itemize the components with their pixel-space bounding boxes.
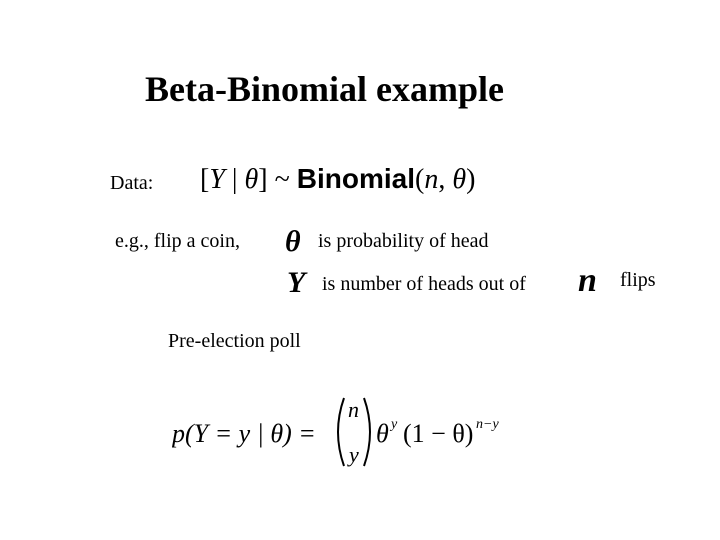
y-symbol: Y <box>287 266 306 299</box>
arg-theta: θ <box>452 164 467 195</box>
arg-n: n <box>424 164 439 195</box>
formula-bracket-close: ] <box>258 164 268 195</box>
pmf-formula <box>172 392 512 472</box>
n-symbol: n <box>578 262 597 299</box>
example-label: e.g., flip a coin, <box>115 230 240 252</box>
args-open: ( <box>415 164 425 195</box>
arg-sep: , <box>438 164 453 195</box>
slide-title: Beta-Binomial example <box>145 69 504 109</box>
flips-text: flips <box>620 269 656 291</box>
theta-symbol: θ <box>285 225 301 258</box>
pmf-lhs: p(Y = y | θ) = <box>172 419 316 448</box>
pmf-factor: (1 − θ) <box>403 419 474 448</box>
binom-top: n <box>348 397 359 422</box>
binom-paren-left <box>338 398 344 466</box>
y-description: is number of heads out of <box>322 273 526 295</box>
formula-theta: θ <box>244 164 259 195</box>
distribution-name: Binomial <box>296 163 415 194</box>
pmf-factor-exp: n−y <box>476 417 499 432</box>
pmf-theta-exp: y <box>391 417 398 432</box>
distribution-formula <box>200 163 475 196</box>
formula-var-y: Y <box>209 164 225 195</box>
formula-bracket-open: [ <box>200 164 210 195</box>
binom-paren-right <box>364 398 370 466</box>
data-label: Data: <box>110 172 154 194</box>
formula-tilde: ~ <box>267 164 297 195</box>
formula-bar: | <box>224 164 245 195</box>
poll-text: Pre-election poll <box>168 330 301 352</box>
args-close: ) <box>466 164 476 195</box>
theta-description: is probability of head <box>318 230 489 252</box>
binom-bottom: y <box>349 442 359 467</box>
pmf-theta: θ <box>376 419 389 448</box>
